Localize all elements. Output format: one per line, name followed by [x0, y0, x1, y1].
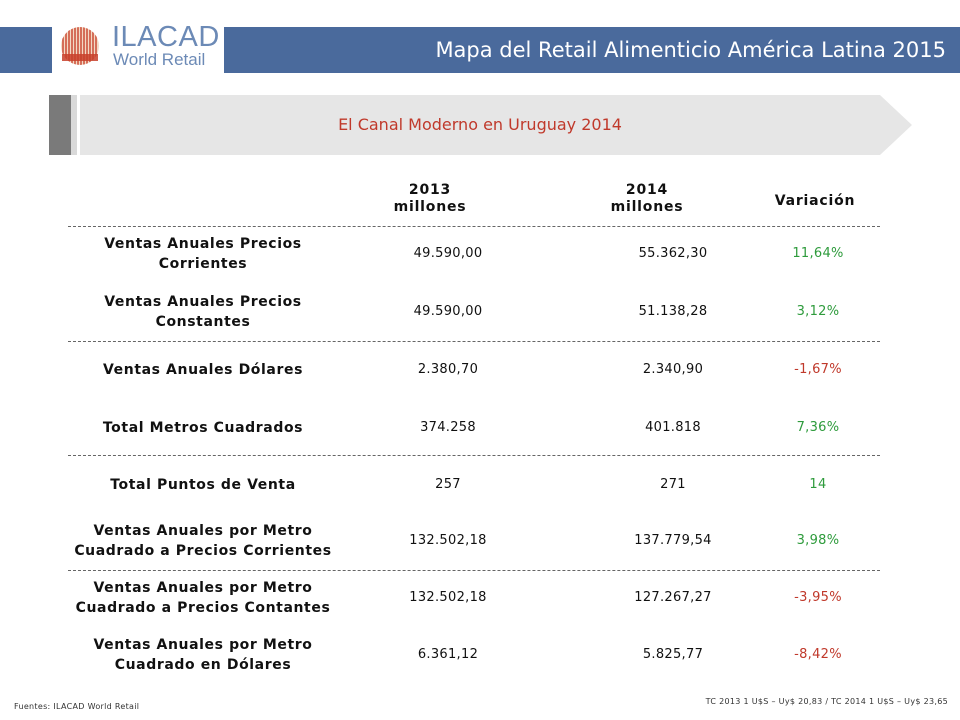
row-label [68, 475, 338, 495]
logo-title: ILACAD [112, 21, 220, 53]
variation-value: -1,67% [794, 362, 842, 377]
banner-accent-strip [71, 95, 77, 155]
variation-value: 7,36% [796, 420, 840, 435]
table-row [68, 418, 880, 438]
value-2013: 6.361,12 [417, 647, 479, 662]
row-label-line: Ventas Anuales por Metro [93, 580, 313, 596]
table-row [68, 475, 880, 495]
row-label-line: Ventas Anuales Precios [104, 236, 302, 252]
row-label-line: Corrientes [158, 256, 248, 272]
value-2013: 374.258 [420, 420, 476, 435]
row-label [68, 418, 338, 438]
row-label [68, 360, 338, 380]
variation-value: 11,64% [792, 246, 844, 261]
row-label-line: Ventas Anuales Dólares [102, 362, 303, 378]
page-title: Mapa del Retail Alimenticio América Latina 2015 [435, 38, 946, 62]
value-2014: 5.825,77 [642, 647, 704, 662]
value-2013: 2.380,70 [417, 362, 479, 377]
value-2014: 51.138,28 [638, 304, 708, 319]
column-header-2013-year: 2013 [408, 182, 452, 198]
value-2014: 401.818 [645, 420, 701, 435]
logo[interactable] [52, 18, 224, 73]
row-label-line: Cuadrado a Precios Contantes [75, 600, 331, 616]
table-row [68, 578, 880, 618]
table-row [68, 521, 880, 561]
table-separator [68, 341, 880, 342]
banner-accent-block [49, 95, 71, 155]
table-row [68, 360, 880, 380]
value-2013: 257 [435, 477, 461, 492]
row-label-line: Total Puntos de Venta [110, 477, 296, 493]
value-2014: 55.362,30 [638, 246, 708, 261]
column-header-2013 [345, 182, 515, 216]
variation-value: 14 [809, 477, 827, 492]
value-2014: 271 [660, 477, 686, 492]
table-row [68, 234, 880, 274]
variation-value: 3,98% [796, 533, 840, 548]
variation-value: 3,12% [796, 304, 840, 319]
row-label [68, 635, 338, 675]
value-2014: 2.340,90 [642, 362, 704, 377]
row-label-line: Constantes [155, 314, 251, 330]
row-label-line: Ventas Anuales por Metro [93, 637, 313, 653]
variation-value: -3,95% [794, 590, 842, 605]
value-2014: 137.779,54 [634, 533, 712, 548]
row-label-line: Ventas Anuales por Metro [93, 523, 313, 539]
row-label [68, 521, 338, 561]
sources-note: Fuentes: ILACAD World Retail [14, 702, 140, 711]
column-header-2014 [562, 182, 732, 216]
exchange-rate-note: TC 2013 1 U$S – Uy$ 20,83 / TC 2014 1 U$S – Uy$ 23,65 [705, 697, 948, 706]
table-row [68, 292, 880, 332]
row-label [68, 234, 338, 274]
column-header-2013-unit: millones [393, 199, 467, 215]
table-separator [68, 455, 880, 456]
value-2013: 49.590,00 [413, 246, 483, 261]
row-label-line: Ventas Anuales Precios [104, 294, 302, 310]
column-header-2014-unit: millones [610, 199, 684, 215]
value-2013: 49.590,00 [413, 304, 483, 319]
row-label-line: Cuadrado en Dólares [114, 657, 292, 673]
value-2014: 127.267,27 [634, 590, 712, 605]
row-label [68, 578, 338, 618]
row-label-line: Cuadrado a Precios Corrientes [74, 543, 332, 559]
logo-subtitle: World Retail [113, 50, 206, 69]
row-label-line: Total Metros Cuadrados [102, 420, 304, 436]
variation-value: -8,42% [794, 647, 842, 662]
section-title: El Canal Moderno en Uruguay 2014 [338, 115, 622, 134]
table-row [68, 635, 880, 675]
value-2013: 132.502,18 [409, 590, 487, 605]
column-header-variation: Variación [774, 193, 856, 209]
column-header-2014-year: 2014 [625, 182, 669, 198]
table-separator [68, 226, 880, 227]
row-label [68, 292, 338, 332]
globe-logo-icon [60, 24, 100, 68]
table-separator [68, 570, 880, 571]
value-2013: 132.502,18 [409, 533, 487, 548]
